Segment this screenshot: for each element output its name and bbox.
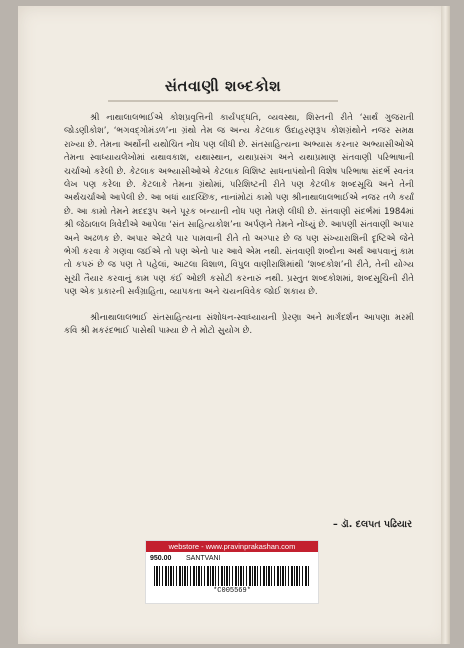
barcode-code: *C005569* bbox=[213, 587, 251, 595]
paragraph: શ્રી નાથાલાલભાઈએ કોશપ્રવૃત્તિની કાર્યપદ્ધતિ, વ્યવસ્થા, શિસ્તની રીતે ‘સાર્થ ગુજરાતી જોડણીકોશ’, ‘ભગવદ્ગોમંડળ’ના ગ્રંથો તેમ જ અન્ય કેટલાક ઉદાહરણરૂપ કોશગ્રંથોને નજર સમક્ષ રાખ્યા છે. તેમના અર્થોની યથોચિત નોંધ પણ લીધી છે. સંતસાહિત્યના અભ્યાસ કરનાર અભ્યાસીઓએ તેમના સ્વાધ્યાયલેખોમાં યથાવકાશ, યથાસ્થાન, યથાપ્રસંગ અને યથાપ્રમાણ સંતવાણી પરિભાષાની ચર્ચાઓ કરેલી છે. કેટલાક અભ્યાસીઓએ કેટલાક વિશિષ્ટ સાધનાપંથોની વિશેષ પરિભાષા સંદર્ભે સ્વતંત્ર લેખ પણ કરેલા છે. કેટલાકે તેમના ગ્રંથોમાં, પરિશિષ્ટની રીતે પણ કેટલીક શબ્દસૂચિ અને તેની અર્થચર્ચાઓ આપેલી છે. આ બધાં યાદચ્છિક, નાનાંમોટાં કામો પણ શ્રીનાથાલાલભાઈએ નજર તળે કર્યાં છે. આ કામો તેમને મદદરૂપ અને પૂરક બન્યાની નોંધ પણ તેમણે લીધી છે. સંતવાણી સંદર્ભમાં 1984માં શ્રી જેઠાલાલ ત્રિવેદીએ આપેલા ‘સંત સાહિત્યકોશ’ના અર્પણને તેમને નોંધ્યું છે. આપણી સંતવાણી અપાર અને અઢળક છે. અપાર એટલે પાર પામવાની રીતે તો અગ્પાર છે જ પણ સંખ્યારાશિની દૃષ્ટિએ જેને ભેગી કરવા કે ગણવા જઈએ તો પણ એનો પાર આવે એમ નથી. સંતવાણી શબ્દોના અર્થ આપવાનું કામ તો કપરું છે જ પણ તે પહેલાં, આટલા વિશાળ, વિપુલ વાણીરાશિમાંથી ‘શબ્દકોશ’ની રીતે, તેની યોગ્ય સૂચી તૈયાર કરવાનું કામ પણ કંઈ ઓછી કસોટી કરનારું નથી. પ્રસ્તુત શબ્દકોશમાં, શબ્દસૂચિની રીતે પણ એક પ્રકારની સર્વગ્રાહિતા, વ્યાપકતા અને ચયનવિવેક જોઈ શકાય છે. bbox=[64, 113, 414, 298]
price-row bbox=[146, 552, 318, 564]
barcode bbox=[154, 566, 310, 586]
price-sticker bbox=[145, 540, 319, 604]
store-url: webstore - www.pravinprakashan.com bbox=[146, 541, 318, 552]
paragraph: શ્રીનાથાલાલભાઈ સંતસાહિત્યના સંશોધન-સ્વાધ્યાયની પ્રેરણા અને માર્ગદર્શન આપણા મરમી કવિ શ્રી મકરંદભાઈ પાસેથી પામ્યા છે તે મોટો સુયોગ છે. bbox=[64, 312, 414, 337]
blurb-text bbox=[64, 112, 414, 339]
author-signature: – ડૉ. દલપત પઢિયાર bbox=[333, 519, 412, 530]
cover-edge bbox=[441, 6, 450, 644]
price-value: 950.00 bbox=[150, 554, 172, 562]
page-title: સંતવાણી શબ્દકોશ bbox=[164, 77, 282, 95]
sku-label: SANTVANI bbox=[186, 554, 221, 562]
title-divider bbox=[108, 100, 338, 102]
